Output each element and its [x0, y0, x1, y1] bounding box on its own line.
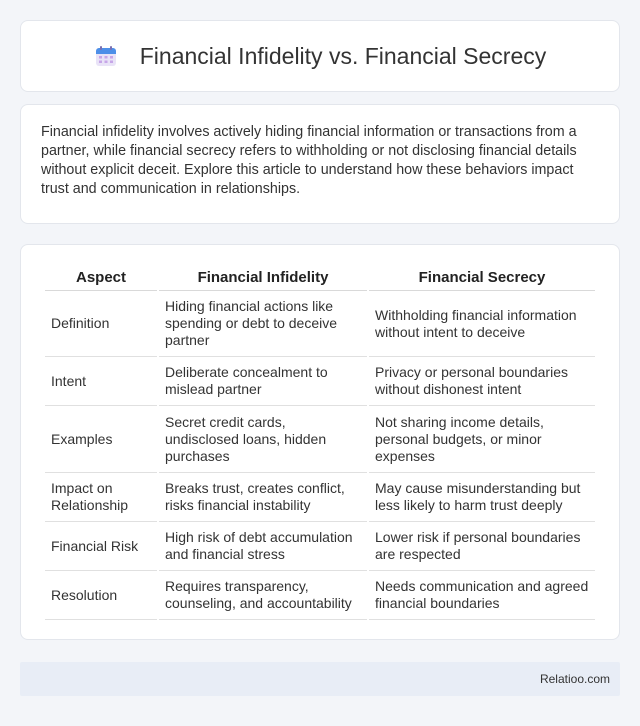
cell-aspect: Intent — [45, 357, 157, 406]
table-row — [45, 522, 595, 571]
cell-secrecy: Needs communication and agreed financial boundaries — [369, 571, 595, 620]
calendar-icon — [94, 44, 118, 68]
table-row — [45, 473, 595, 522]
title-card — [20, 20, 620, 92]
cell-infidelity: Breaks trust, creates conflict, risks financial instability — [159, 473, 367, 522]
page-title-text: Financial Infidelity vs. Financial Secrecy — [139, 42, 547, 69]
table-row — [45, 357, 595, 406]
cell-aspect: Definition — [45, 291, 157, 357]
cell-infidelity: Deliberate concealment to mislead partner — [159, 357, 367, 406]
page-title — [94, 43, 547, 70]
cell-aspect: Financial Risk — [45, 522, 157, 571]
footer-brand[interactable]: Relatioo.com — [539, 672, 610, 686]
cell-aspect: Impact on Relationship — [45, 473, 157, 522]
table-row — [45, 291, 595, 357]
cell-secrecy: May cause misunderstanding but less likely to harm trust deeply — [369, 473, 595, 522]
footer — [20, 662, 620, 696]
header-financial-secrecy: Financial Secrecy — [369, 263, 595, 291]
header-financial-infidelity: Financial Infidelity — [159, 263, 367, 291]
cell-secrecy: Lower risk if personal boundaries are respected — [369, 522, 595, 571]
cell-secrecy: Not sharing income details, personal budgets, or minor expenses — [369, 406, 595, 473]
cell-aspect: Resolution — [45, 571, 157, 620]
cell-infidelity: Requires transparency, counseling, and accountability — [159, 571, 367, 620]
table-header-row — [45, 263, 595, 291]
cell-aspect: Examples — [45, 406, 157, 473]
cell-secrecy: Withholding financial information without intent to deceive — [369, 291, 595, 357]
comparison-card — [20, 244, 620, 640]
table-row — [45, 571, 595, 620]
cell-infidelity: Secret credit cards, undisclosed loans, hidden purchases — [159, 406, 367, 473]
cell-infidelity: Hiding financial actions like spending or debt to deceive partner — [159, 291, 367, 357]
cell-secrecy: Privacy or personal boundaries without dishonest intent — [369, 357, 595, 406]
intro-card — [20, 104, 620, 224]
cell-infidelity: High risk of debt accumulation and financial stress — [159, 522, 367, 571]
table-row — [45, 406, 595, 473]
intro-text: Financial infidelity involves actively hiding financial information or transactions from a partner, while financial secrecy refers to withholding or not disclosing financial details without explicit deceit. Explore this article to understand how these behaviors impact trust and communication in relationships. — [41, 124, 577, 197]
header-aspect: Aspect — [45, 263, 157, 291]
comparison-table — [43, 263, 597, 620]
